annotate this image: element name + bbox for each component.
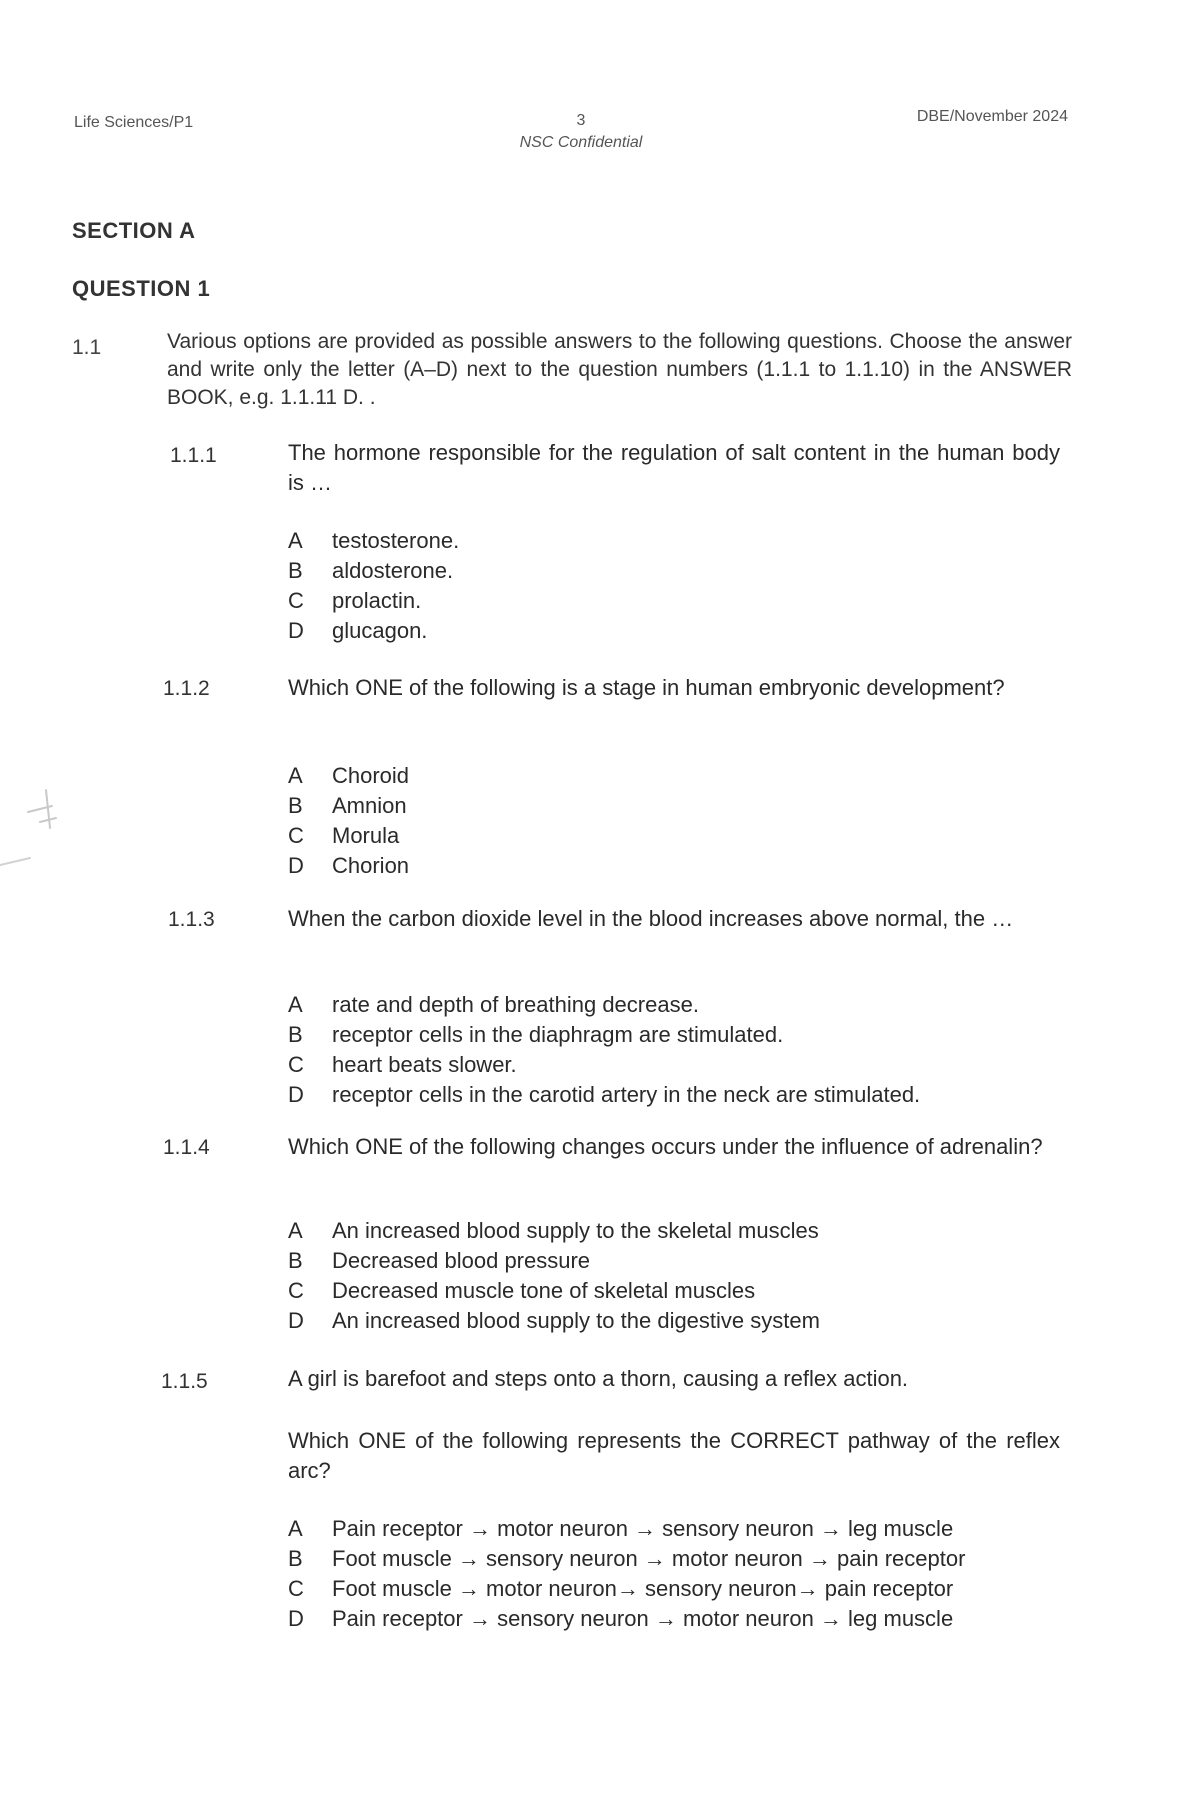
option-letter: A [288,528,303,553]
question-number: 1.1.3 [168,908,215,931]
question-text: Which ONE of the following changes occurs under the influence of adrenalin? [288,1134,1043,1159]
option-letter: C [288,588,304,613]
option-letter: D [288,1082,304,1107]
option-c [288,821,409,851]
option-letter: B [288,1022,303,1047]
option-text: aldosterone. [332,558,454,583]
option-text: heart beats slower. [332,1052,517,1077]
options-list [288,990,920,1110]
intro-instructions: Various options are provided as possible answers to the following questions. Choose the answer and write only the letter (A–D) next to the question numbers (1.1.1 to 1.1.10) in the ANSWER BOOK, e.g. 1.1.11 D. . [167,330,1072,409]
option-text: Amnion [332,793,407,818]
option-d [288,851,409,881]
question-text: When the carbon dioxide level in the blood increases above normal, the … [288,906,1014,931]
option-b [288,1544,965,1574]
option-c [288,586,459,616]
question-number: 1.1.4 [163,1136,210,1159]
header-page-number: 3 [576,112,586,129]
header-confidential: NSC Confidential [519,134,643,151]
option-text: Pain receptor → sensory neuron → motor neuron → leg muscle [332,1606,954,1631]
option-letter: D [288,853,304,878]
question-text: A girl is barefoot and steps onto a thorn, causing a reflex action. [288,1366,909,1391]
option-letter: D [288,1308,304,1333]
option-d [288,1080,920,1110]
option-letter: C [288,1576,304,1601]
option-letter: A [288,763,303,788]
option-text: rate and depth of breathing decrease. [332,992,699,1017]
option-text: Morula [332,823,400,848]
option-letter: B [288,793,303,818]
option-text: Pain receptor → motor neuron → sensory neuron → leg muscle [332,1516,954,1541]
option-b [288,791,409,821]
option-text: Foot muscle → motor neuron→ sensory neuron→ pain receptor [332,1576,954,1601]
option-text: Decreased blood pressure [332,1248,591,1273]
question-title: QUESTION 1 [72,276,211,301]
question-text-2: Which ONE of the following represents the CORRECT pathway of the reflex arc? [288,1428,1060,1483]
option-letter: C [288,1052,304,1077]
option-a [288,1216,820,1246]
option-text: An increased blood supply to the digestive system [332,1308,820,1333]
question-text: The hormone responsible for the regulation of salt content in the human body is … [288,440,1060,495]
question-number: 1.1.2 [163,677,210,700]
option-b [288,1020,920,1050]
option-a [288,990,920,1020]
option-letter: C [288,1278,304,1303]
option-text: receptor cells in the carotid artery in the neck are stimulated. [332,1082,921,1107]
option-c [288,1574,965,1604]
option-letter: B [288,1546,303,1571]
option-letter: D [288,618,304,643]
options-list [288,1514,965,1634]
question-text: Which ONE of the following is a stage in human embryonic development? [288,675,1005,700]
options-list [288,761,409,881]
option-text: Chorion [332,853,410,878]
option-letter: A [288,992,303,1017]
option-b [288,556,459,586]
option-d [288,1604,965,1634]
option-text: prolactin. [332,588,422,613]
option-a [288,1514,965,1544]
option-letter: A [288,1516,303,1541]
option-a [288,526,459,556]
options-list [288,1216,820,1336]
header-date: DBE/November 2024 [916,108,1068,125]
option-b [288,1246,820,1276]
option-letter: B [288,558,303,583]
option-text: Choroid [332,763,410,788]
header-subject: Life Sciences/P1 [74,114,194,131]
option-text: testosterone. [332,528,460,553]
option-text: Decreased muscle tone of skeletal muscles [332,1278,756,1303]
option-text: receptor cells in the diaphragm are stimulated. [332,1022,784,1047]
margin-pencil-mark [0,770,80,880]
option-text: Foot muscle → sensory neuron → motor neuron → pain receptor [332,1546,966,1571]
option-text: glucagon. [332,618,428,643]
question-number: 1.1.1 [170,444,217,467]
options-list [288,526,459,646]
option-text: An increased blood supply to the skeletal muscles [332,1218,819,1243]
option-letter: C [288,823,304,848]
option-d [288,616,459,646]
intro-number: 1.1 [72,336,102,359]
option-letter: A [288,1218,303,1243]
option-d [288,1306,820,1336]
option-c [288,1276,820,1306]
option-c [288,1050,920,1080]
option-letter: B [288,1248,303,1273]
section-title: SECTION A [72,218,196,243]
option-letter: D [288,1606,304,1631]
question-number: 1.1.5 [161,1370,208,1393]
option-a [288,761,409,791]
